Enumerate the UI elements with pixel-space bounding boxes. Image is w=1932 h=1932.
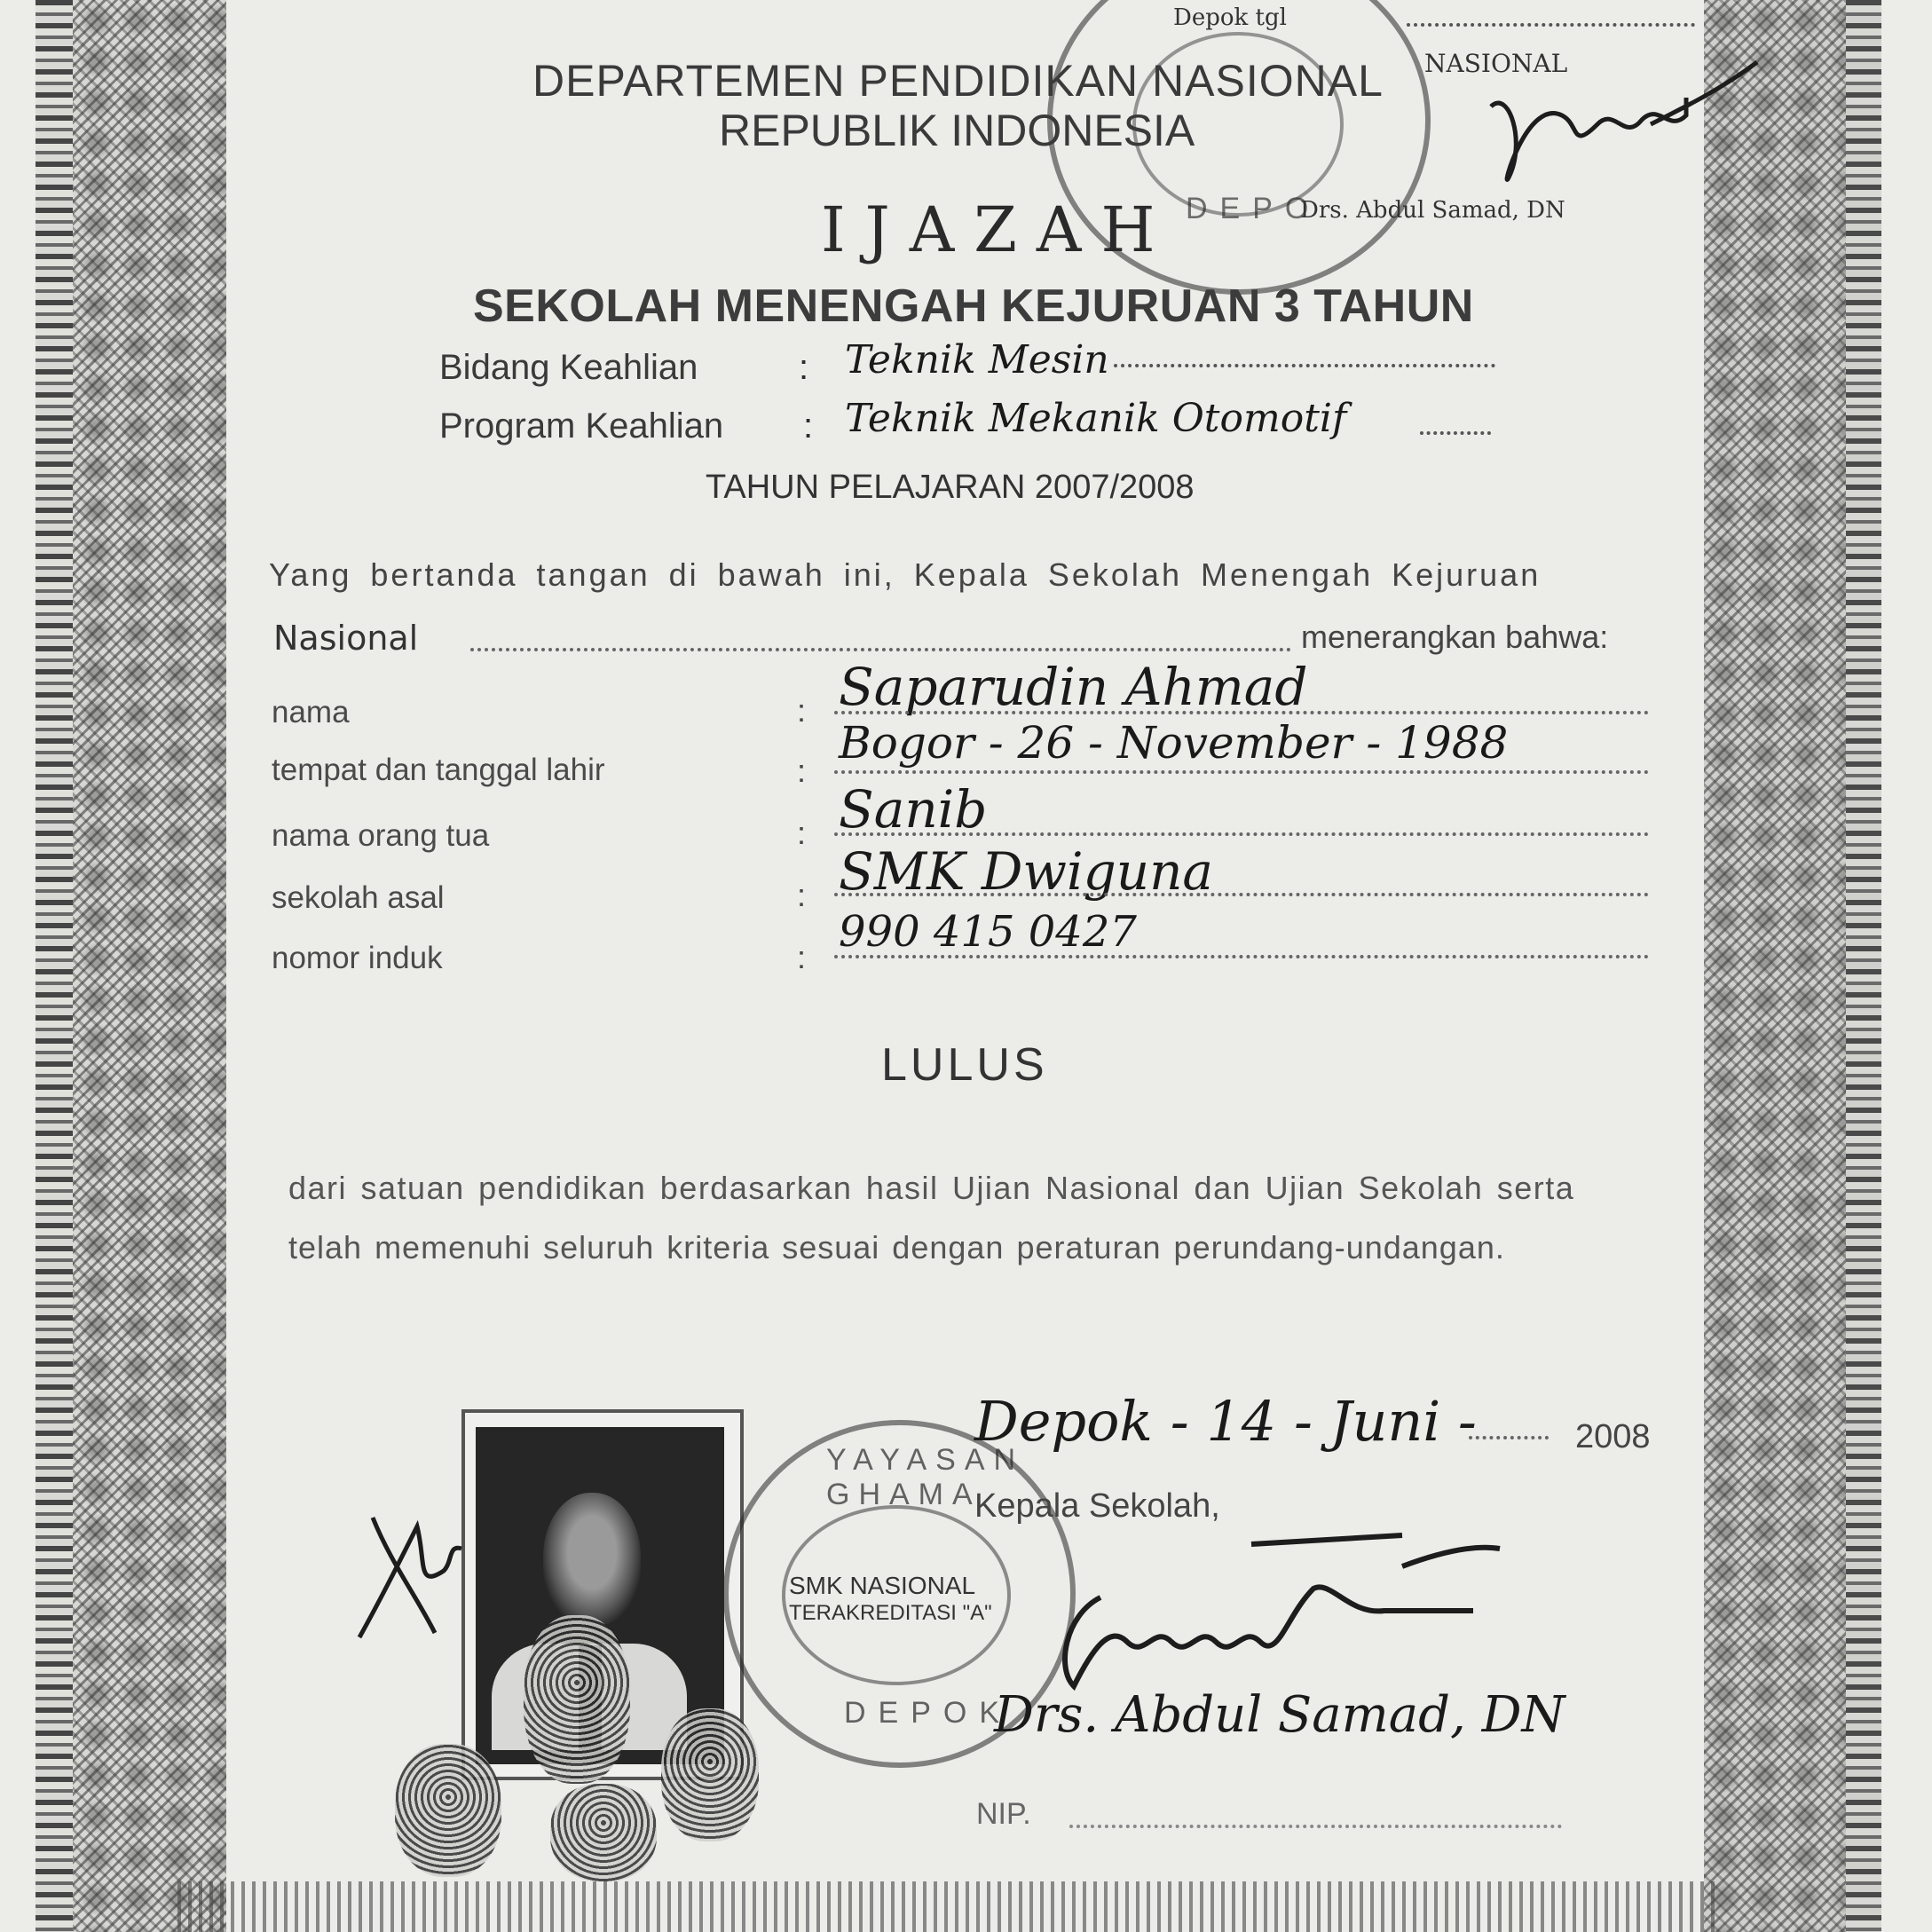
country-heading: REPUBLIK INDONESIA xyxy=(719,106,1195,155)
birth-value: Bogor - 26 - November - 1988 xyxy=(839,717,1509,769)
parent-label: nama orang tua xyxy=(272,818,490,853)
intro-line: Yang bertanda tangan di bawah ini, Kepala Sekolah Menengah Kejuruan xyxy=(269,556,1542,593)
student-name-colon: : xyxy=(797,692,807,729)
stamp-center-line-1: SMK NASIONAL xyxy=(789,1572,976,1599)
student-name-value: Saparudin Ahmad xyxy=(839,657,1308,717)
stamp-center-line-2: TERAKREDITASI "A" xyxy=(789,1601,992,1625)
student-number-value: 990 415 0427 xyxy=(839,907,1137,957)
origin-school-label: sekolah asal xyxy=(272,880,445,915)
parent-colon: : xyxy=(797,815,807,851)
intro-line-end: menerangkan bahwa: xyxy=(1301,619,1609,655)
origin-school-value: SMK Dwiguna xyxy=(839,841,1214,902)
academic-year: TAHUN PELAJARAN 2007/2008 xyxy=(706,469,1195,506)
parent-value: Sanib xyxy=(839,779,988,840)
ministry-heading: DEPARTEMEN PENDIDIKAN NASIONAL xyxy=(532,56,1384,106)
top-signer-name: Drs. Abdul Samad, DN xyxy=(1300,197,1565,224)
signer-role: Kepala Sekolah, xyxy=(974,1487,1220,1525)
student-number-label: nomor induk xyxy=(272,941,443,975)
top-place-date-label: Depok tgl xyxy=(1173,4,1287,31)
program-label: Program Keahlian xyxy=(439,406,724,446)
program-colon: : xyxy=(803,406,814,446)
statement-line-2: telah memenuhi seluruh kriteria sesuai dengan peraturan perundang-undangan. xyxy=(288,1229,1505,1266)
school-type-heading: SEKOLAH MENENGAH KEJURUAN 3 TAHUN xyxy=(473,280,1474,332)
school-name-handwritten: Nasional xyxy=(273,619,419,658)
bidang-label: Bidang Keahlian xyxy=(439,348,698,387)
result-lulus: LULUS xyxy=(881,1039,1048,1091)
origin-school-colon: : xyxy=(797,877,807,913)
stamp-ring-top-text: YAYASAN GHAMA xyxy=(826,1443,1025,1511)
student-number-colon: : xyxy=(797,939,807,975)
headmaster-name: Drs. Abdul Samad, DN xyxy=(994,1686,1565,1744)
birth-colon: : xyxy=(797,753,807,789)
top-stamp-ring-text: DEPO xyxy=(1186,192,1321,225)
signing-place-date: Depok - 14 - Juni - xyxy=(974,1389,1477,1454)
stamp-ring-bottom-text: DEPOK xyxy=(844,1696,1013,1730)
nip-label: NIP. xyxy=(976,1797,1031,1831)
statement-line-1: dari satuan pendidikan berdasarkan hasil Ujian Nasional dan Ujian Sekolah serta xyxy=(288,1170,1575,1206)
top-seal-text: NASIONAL xyxy=(1424,49,1568,78)
student-name-label: nama xyxy=(272,695,350,729)
signing-year: 2008 xyxy=(1575,1418,1651,1455)
program-value: Teknik Mekanik Otomotif xyxy=(845,396,1347,441)
birth-label: tempat dan tanggal lahir xyxy=(272,753,605,787)
document-title: IJAZAH xyxy=(821,193,1175,266)
bidang-colon: : xyxy=(799,348,809,387)
bidang-value: Teknik Mesin xyxy=(845,337,1109,382)
nip-dotted-line xyxy=(1069,1819,1562,1828)
